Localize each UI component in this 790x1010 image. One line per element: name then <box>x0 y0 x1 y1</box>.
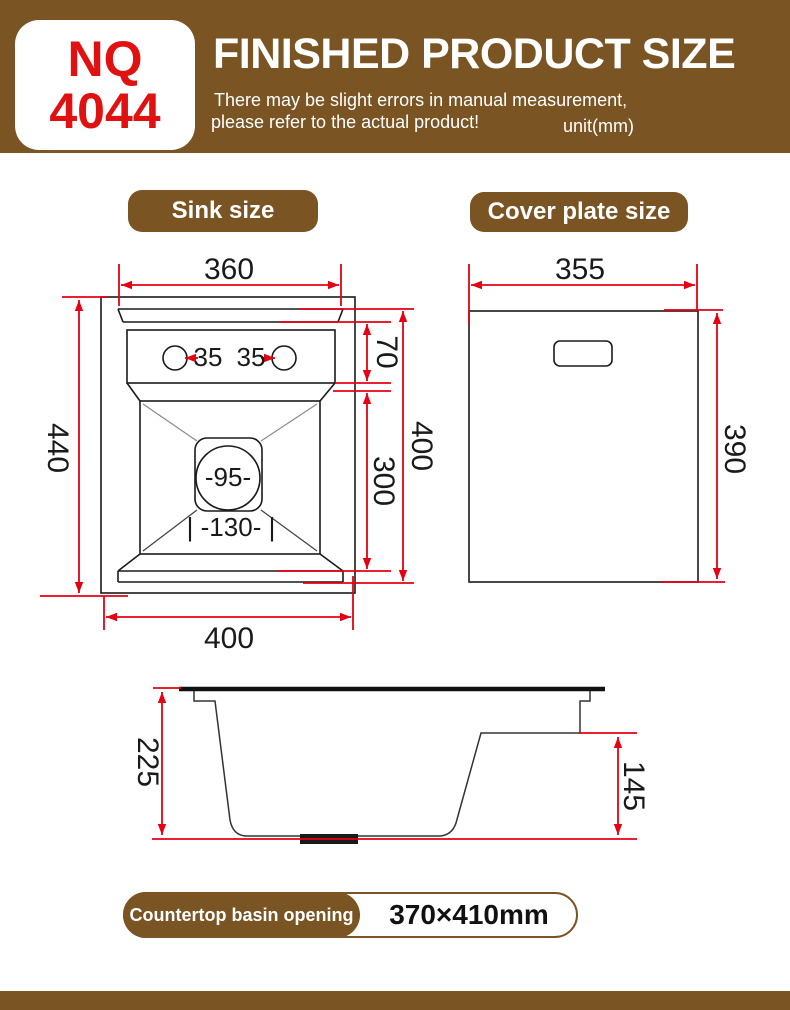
dim-drain-width: | -130- | <box>186 512 276 542</box>
sink-top-view-drawing <box>101 297 355 593</box>
sink-side-view-drawing <box>179 689 605 844</box>
side-view-dimension-lines <box>152 688 637 839</box>
footer-bar <box>0 991 790 1010</box>
dim-hole-right: 35 <box>236 342 266 372</box>
disclaimer-line1: There may be slight errors in manual measurement, <box>214 90 628 110</box>
cover-plate-drawing <box>469 311 698 582</box>
dim-sink-width-top: 360 <box>203 253 255 286</box>
faucet-hole-left <box>163 346 187 370</box>
countertop-opening-label-text: Countertop basin opening <box>129 904 354 925</box>
disclaimer-line2: please refer to the actual product! <box>211 112 480 132</box>
dim-sink-width-bottom: 400 <box>203 622 255 655</box>
countertop-opening-capsule <box>123 892 578 938</box>
dim-side-depth-total: 225 <box>131 736 164 788</box>
page-title: FINISHED PRODUCT SIZE <box>213 30 736 78</box>
dim-sink-deck-height: 70 <box>370 335 403 369</box>
faucet-hole-right <box>272 346 296 370</box>
dim-cover-width: 355 <box>554 253 606 286</box>
dim-sink-bowl-height: 300 <box>367 455 400 507</box>
countertop-opening-label <box>123 892 360 938</box>
cover-plate-size-label-text: Cover plate size <box>487 198 671 225</box>
model-number-line2: 4044 <box>49 83 161 139</box>
dim-side-depth-right: 145 <box>617 760 650 812</box>
sink-dimension-lines <box>40 264 414 630</box>
countertop-opening-value-text: 370×410mm <box>389 899 549 930</box>
dim-sink-height-right: 400 <box>405 420 438 472</box>
sink-size-label-text: Sink size <box>171 197 275 224</box>
cover-plate-handle <box>554 341 612 366</box>
dim-hole-left: 35 <box>193 342 223 372</box>
unit-note: unit(mm) <box>563 116 634 136</box>
countertop-opening-value <box>360 892 578 938</box>
dim-sink-height-left: 440 <box>41 422 74 474</box>
model-number-line1: NQ <box>67 31 143 87</box>
dim-cover-height: 390 <box>718 423 751 475</box>
dim-drain-diameter: -95- <box>204 462 252 492</box>
